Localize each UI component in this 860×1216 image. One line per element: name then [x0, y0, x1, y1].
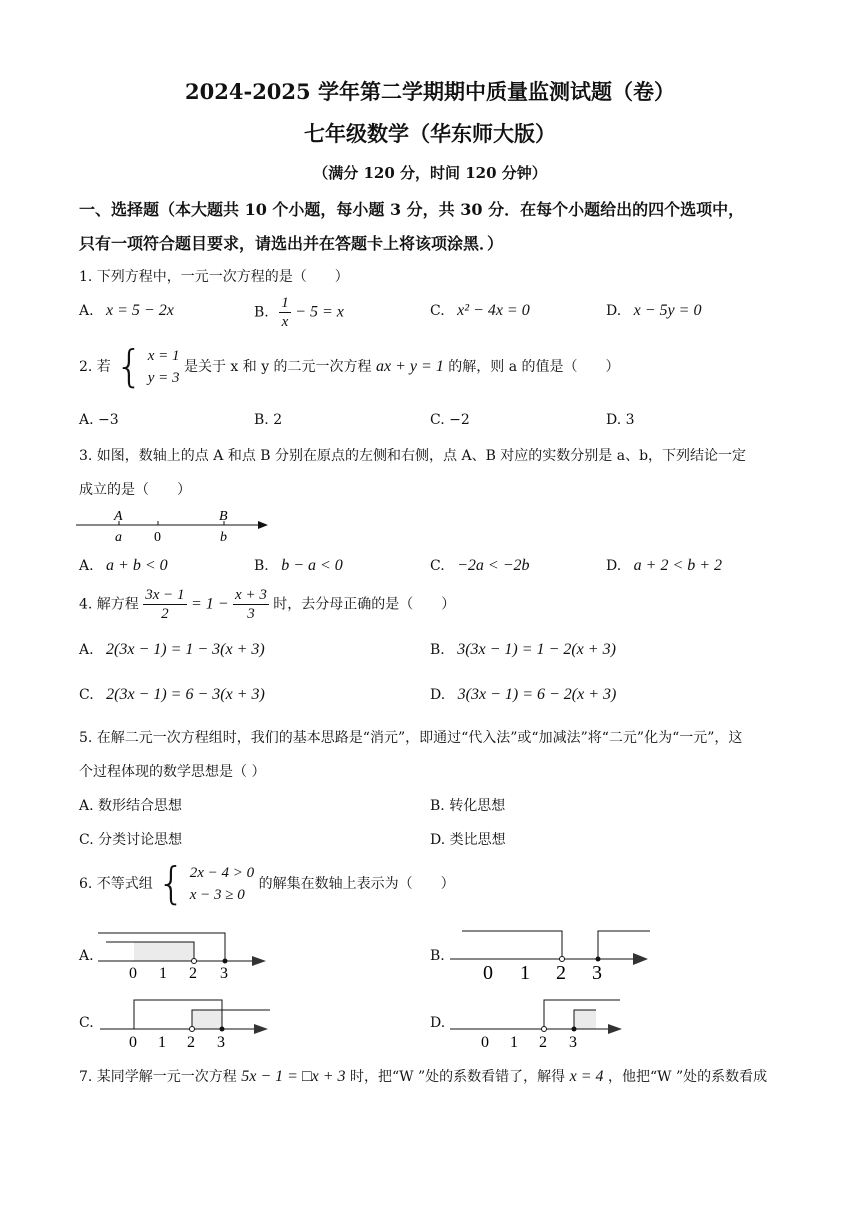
q6-b-axis-arrow [633, 953, 648, 965]
q6-b-bracket-left [462, 931, 562, 959]
q6-option-a-label: A. [79, 948, 94, 964]
q3-stem-line1: 3. 如图，数轴上的点 A 和点 B 分别在原点的左侧和右侧，点 A、B 对应的实数分别是 a、b，下列结论一定 [79, 448, 747, 464]
q7-mid: 时，把“W ”处的系数看错了，解得 [349, 1069, 566, 1085]
q5-stem-line1: 5. 在解二元一次方程组时，我们的基本思路是“消元”，即通过“代入法”或“加减法”将“二元”化为“一元”，这 [79, 730, 743, 746]
q2-option-c: C. −2 [430, 412, 470, 428]
exam-title: 2024-2025 学年第二学期期中质量监测试题（卷） [185, 79, 675, 104]
q6-b-tick-3: 3 [592, 962, 602, 984]
q5-stem-line2: 个过程体现的数学思想是（ ） [79, 764, 266, 780]
q6-c-tick-3: 3 [217, 1034, 225, 1051]
q6-option-c-number-line [98, 995, 274, 1051]
q6-a-tick-2: 2 [189, 965, 197, 982]
q5-option-a: A. 数形结合思想 [79, 798, 183, 814]
q1-option-b-fraction [279, 294, 291, 331]
q4-lead: 4. 解方程 [79, 596, 139, 613]
q4-option-c [79, 686, 265, 704]
q4-option-d-label: D. [430, 687, 446, 703]
q1-option-b-label: B. [254, 304, 269, 321]
q6-a-point-3 [223, 959, 228, 964]
q3-number-line [76, 506, 276, 548]
q3-option-c-label: C. [430, 558, 445, 574]
q3-label-A: A [114, 509, 123, 524]
q3-label-B: B [219, 509, 228, 524]
q3-option-c [430, 557, 530, 575]
q5-option-b: B. 转化思想 [430, 798, 506, 814]
q6-d-tick-1: 1 [510, 1034, 518, 1051]
q6-d-point-3 [572, 1027, 577, 1032]
q6-stem [79, 858, 455, 909]
q6-d-tick-0: 0 [481, 1034, 489, 1051]
q4-fraction-right [233, 586, 269, 623]
q1-option-a [79, 302, 174, 320]
q1-stem: 1. 下列方程中，一元一次方程的是（ ） [79, 269, 349, 285]
q3-option-a-expr: a + b < 0 [106, 557, 168, 574]
q3-option-d-expr: a + 2 < b + 2 [633, 557, 723, 574]
q3-option-b-expr: b − a < 0 [281, 557, 343, 574]
q6-c-tick-1: 1 [158, 1034, 166, 1051]
q6-system-eq1: 2x − 4 > 0 [189, 865, 255, 881]
q6-b-tick-2: 2 [556, 962, 566, 984]
q4-option-a [79, 641, 265, 659]
q3-label-zero: 0 [154, 530, 161, 545]
q6-system-eq2: x − 3 ≥ 0 [189, 887, 245, 903]
q4-fraction-left [143, 586, 186, 623]
q1-option-d-expr: x − 5y = 0 [633, 302, 702, 319]
q3-label-b: b [220, 530, 227, 545]
q2-option-a: A. −3 [79, 412, 119, 428]
q6-c-point-2 [190, 1027, 195, 1032]
q6-option-d-number-line [450, 995, 628, 1051]
q6-c-tick-2: 2 [187, 1034, 195, 1051]
q2-tail: 的解，则 a 的值是（ ） [448, 359, 620, 375]
q3-stem-line2: 成立的是（ ） [79, 482, 191, 498]
q6-system [190, 862, 254, 906]
q6-b-point-3 [596, 957, 601, 962]
q3-label-a: a [115, 530, 122, 545]
q3-option-b-label: B. [254, 558, 269, 574]
q1-option-a-label: A. [79, 303, 94, 319]
q1-option-b-denominator: x [281, 314, 289, 330]
q4-option-b-label: B. [430, 642, 445, 658]
q6-c-axis-arrow [254, 1024, 268, 1034]
q6-c-point-3 [220, 1027, 225, 1032]
q1-option-b-rest: − 5 = x [295, 303, 344, 321]
q2-mid: 是关于 x 和 y 的二元一次方程 [183, 359, 372, 375]
q6-brace: { [157, 858, 186, 909]
q4-fraction-left-numerator: 3x − 1 [145, 587, 185, 603]
q4-option-b-expr: 3(3x − 1) = 1 − 2(x + 3) [457, 641, 616, 658]
q4-option-c-expr: 2(3x − 1) = 6 − 3(x + 3) [106, 686, 265, 703]
q4-mid: = 1 − [191, 595, 229, 613]
q4-option-b [430, 641, 616, 659]
q6-b-point-2 [560, 957, 565, 962]
q4-option-c-label: C. [79, 687, 94, 703]
q5-option-d: D. 类比思想 [430, 832, 506, 848]
q3-option-d [606, 557, 722, 575]
q2-system-eq1: x = 1 [147, 348, 180, 364]
q4-fraction-left-denominator: 2 [161, 606, 169, 622]
q6-option-c-label: C. [79, 1015, 94, 1031]
q2-number: 2. 若 [79, 359, 111, 375]
q3-option-a [79, 557, 168, 575]
q6-b-bracket-right [598, 931, 650, 959]
q1-option-c-label: C. [430, 303, 445, 319]
q4-tail: 时，去分母正确的是（ ） [273, 596, 456, 613]
q4-fraction-right-numerator: x + 3 [235, 587, 267, 603]
q6-a-shaded-region [134, 942, 194, 961]
q2-option-b: B. 2 [254, 412, 283, 428]
q6-b-tick-1: 1 [520, 962, 530, 984]
q4-option-a-expr: 2(3x − 1) = 1 − 3(x + 3) [106, 641, 265, 658]
q1-option-b [254, 294, 344, 331]
q6-a-tick-1: 1 [159, 965, 167, 982]
q1-option-d-label: D. [606, 303, 622, 319]
q6-d-shaded-region [574, 1010, 596, 1029]
exam-subtitle: 七年级数学（华东师大版） [304, 121, 556, 146]
section-heading-line2: 只有一项符合题目要求，请选出并在答题卡上将该项涂黑．） [79, 234, 504, 253]
q4-option-a-label: A. [79, 642, 94, 658]
q6-a-axis-arrow [252, 956, 266, 966]
q7-tail: ，他把“W ”处的系数看成 [607, 1069, 768, 1085]
q4-option-d-expr: 3(3x − 1) = 6 − 2(x + 3) [457, 686, 617, 703]
q7-lead: 7. 某同学解一元一次方程 [79, 1069, 237, 1085]
q5-option-c: C. 分类讨论思想 [79, 832, 183, 848]
q4-stem [79, 586, 455, 623]
q6-c-shaded-region [192, 1010, 222, 1029]
q6-lead: 6. 不等式组 [79, 876, 153, 892]
q2-option-d: D. 3 [606, 412, 635, 428]
q7-stem [79, 1066, 767, 1086]
q3-option-c-expr: −2a < −2b [457, 557, 530, 574]
exam-note: （满分 120 分，时间 120 分钟） [313, 164, 547, 182]
q6-a-point-2 [192, 959, 197, 964]
q2-system-eq2: y = 3 [147, 370, 180, 386]
section-heading-line1: 一、选择题（本大题共 10 个小题，每小题 3 分，共 30 分．在每个小题给出的四个选项中， [79, 200, 745, 219]
q6-option-b-number-line [450, 926, 655, 984]
q6-a-tick-0: 0 [129, 965, 137, 982]
q6-a-tick-3: 3 [220, 965, 228, 982]
q1-option-a-expr: x = 5 − 2x [106, 302, 174, 319]
q6-tail: 的解集在数轴上表示为（ ） [258, 876, 455, 892]
q3-option-d-label: D. [606, 558, 622, 574]
q1-option-d [606, 302, 701, 320]
q3-option-a-label: A. [79, 558, 94, 574]
q6-d-tick-2: 2 [539, 1034, 547, 1051]
q7-solution: x = 4 [569, 1068, 604, 1085]
q6-option-d-label: D. [430, 1015, 446, 1031]
q3-option-b [254, 557, 343, 575]
q1-option-c-expr: x² − 4x = 0 [457, 302, 530, 319]
q4-fraction-right-denominator: 3 [247, 606, 255, 622]
q2-stem [79, 341, 620, 392]
q6-d-axis-arrow [608, 1024, 622, 1034]
q4-option-d [430, 686, 616, 704]
q2-system [148, 345, 180, 389]
q3-axis-arrow [258, 521, 268, 529]
q6-option-b-label: B. [430, 948, 445, 964]
q6-d-tick-3: 3 [569, 1034, 577, 1051]
q1-option-b-numerator: 1 [281, 295, 289, 311]
q6-option-a-number-line [98, 928, 270, 982]
q6-b-tick-0: 0 [483, 962, 493, 984]
q2-brace: { [115, 341, 144, 392]
q2-equation: ax + y = 1 [376, 358, 444, 375]
q6-d-point-2 [542, 1027, 547, 1032]
q7-equation: 5x − 1 = □x + 3 [241, 1068, 346, 1085]
q1-option-c [430, 302, 530, 320]
q6-c-tick-0: 0 [129, 1034, 137, 1051]
